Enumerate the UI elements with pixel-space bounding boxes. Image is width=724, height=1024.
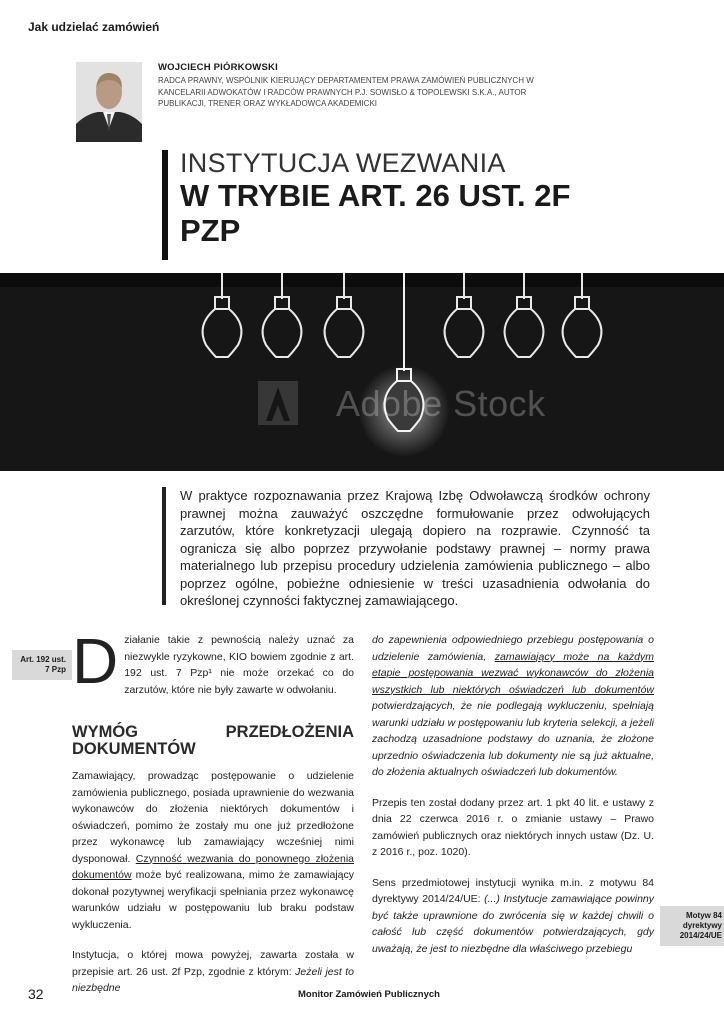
underlined-text: Czynność wezwania do ponownego złożenia dokumentów (72, 852, 354, 881)
text-run: Zamawiający, prowadząc postępowanie o udzielenie zamówienia publicznego, posiada uprawnienie do wezwania wykonawców do złożenia niektórych dokumentów i oświadczeń, pomimo że zostały mu one już przedłożone przez wykonawcę lub zamawiający wcześniej nimi dysponował. (72, 770, 354, 865)
magazine-title: Monitor Zamówień Publicznych (298, 989, 440, 1000)
adobe-stock-watermark-icon (258, 381, 298, 425)
quote-text: (...) Instytucje zamawiające powinny być także uprawnione do zwrócenia się w każdej chwili o całość lub część dokumentów potwierdzających, gdy uważają, że jest to niezbędne dla właściwego przebiegu (372, 893, 654, 955)
body-paragraph (72, 768, 354, 933)
quote-text: Jeżeli jest to niezbędne (72, 965, 354, 994)
right-column (372, 632, 654, 971)
article-title-line2: W TRYBIE ART. 26 UST. 2F PZP (180, 178, 571, 248)
watermark-text: Adobe Stock (336, 383, 546, 424)
lead-accent-bar (162, 487, 166, 605)
lead-paragraph: W praktyce rozpoznawania przez Krajową Izbę Odwoławczą środków ochrony prawnej można zauważyć oszczędne formułowanie przez odwołujących zarzutów, które konkretyzacji ulegają dopiero na rozprawie. Czynność ta ogranicza się albo poprzez przywołanie podstawy prawnej – normy prawa materialnego lub przepisu procedury udzielenia zamówienia publicznego – albo poprzez ogólne, pobieżne odniesienie w treści uzasadnienia odwołania do określonej czynności faktycznej zamawiającego. (180, 488, 650, 608)
author-bio: RADCA PRAWNY, WSPÓLNIK KIERUJĄCY DEPARTAMENTEM PRAWA ZAMÓWIEŃ PUBLICZNYCH W KANCELARII ADWOKATÓW I RADCÓW PRAWNYCH P.J. SOWISŁO & TOPOLEWSKI S.K.A., AUTOR PUBLIKACJI, TRENER ORAZ WYKŁADOWCA AKADEMICKI (158, 76, 534, 108)
article-title-line1: INSTYTUCJA WEZWANIA (180, 148, 506, 178)
quote-text: potwierdzających, że nie podlegają wykluczeniu, spełniają warunki udziału w postępowaniu lub kryteria selekcji, a jeżeli zachodzą uzasadnione podstawy do uznania, że złożone uprzednio oświadczenia lub dokumenty nie są już aktualne, do złożenia aktualnych oświadczeń lub dokumentów. (372, 700, 654, 778)
dropcap-letter: D (72, 625, 119, 697)
page-number: 32 (28, 986, 44, 1002)
text-run: Instytucja, o której mowa powyżej, zawarta została w przepisie art. 26 ust. 2f Pzp, zgodnie z którym: (72, 949, 354, 978)
section-heading: WYMÓG PRZEDŁOŻENIA DOKUMENTÓW (72, 723, 354, 758)
intro-text: ziałanie takie z pewnością należy uznać za niezwykle ryzykowne, KIO bowiem zgodnie z art. 192 ust. 7 Pzp¹ nie może orzekać co do zarzutów, które nie były zawarte w odwołaniu. (124, 634, 354, 696)
author-name: WOJCIECH PIÓRKOWSKI (158, 62, 278, 73)
underlined-quote-text: zamawiający może na każdym etapie postępowania wezwać wykonawców do złożenia wszystkich lub niektórych oświadczeń lub dokumentów (372, 650, 654, 696)
left-column (72, 625, 354, 1011)
quote-text: do zapewnienia odpowiedniego przebiegu postępowania o udzielenie zamówienia, (372, 634, 654, 663)
intro-paragraph (72, 625, 354, 698)
text-run: Sens przedmiotowej instytucji wynika m.in. z motywu 84 dyrektywy 2014/24/UE: (372, 876, 654, 905)
section-label: Jak udzielać zamówień (28, 20, 160, 34)
banner-image (0, 273, 724, 471)
text-run: może być realizowana, mimo że zamawiający dokonał pozytywnej weryfikacji spełniania przez wykonawcę warunków udziału w postępowaniu lub braku podstaw wykluczenia. (72, 869, 354, 931)
body-paragraph: Przepis ten został dodany przez art. 1 pkt 40 lit. e ustawy z dnia 22 czerwca 2016 r. o zmianie ustawy – Prawo zamówień publicznych oraz niektórych innych ustaw (Dz. U. z 2016 r., poz. 1020). (372, 796, 654, 858)
body-paragraph (372, 875, 654, 958)
title-accent-bar (162, 150, 168, 260)
author-photo (76, 62, 142, 142)
margin-note: Art. 192 ust. 7 Pzp (12, 650, 72, 680)
margin-note: Motyw 84 dyrektywy 2014/24/UE (660, 906, 724, 946)
quote-paragraph (372, 632, 654, 781)
